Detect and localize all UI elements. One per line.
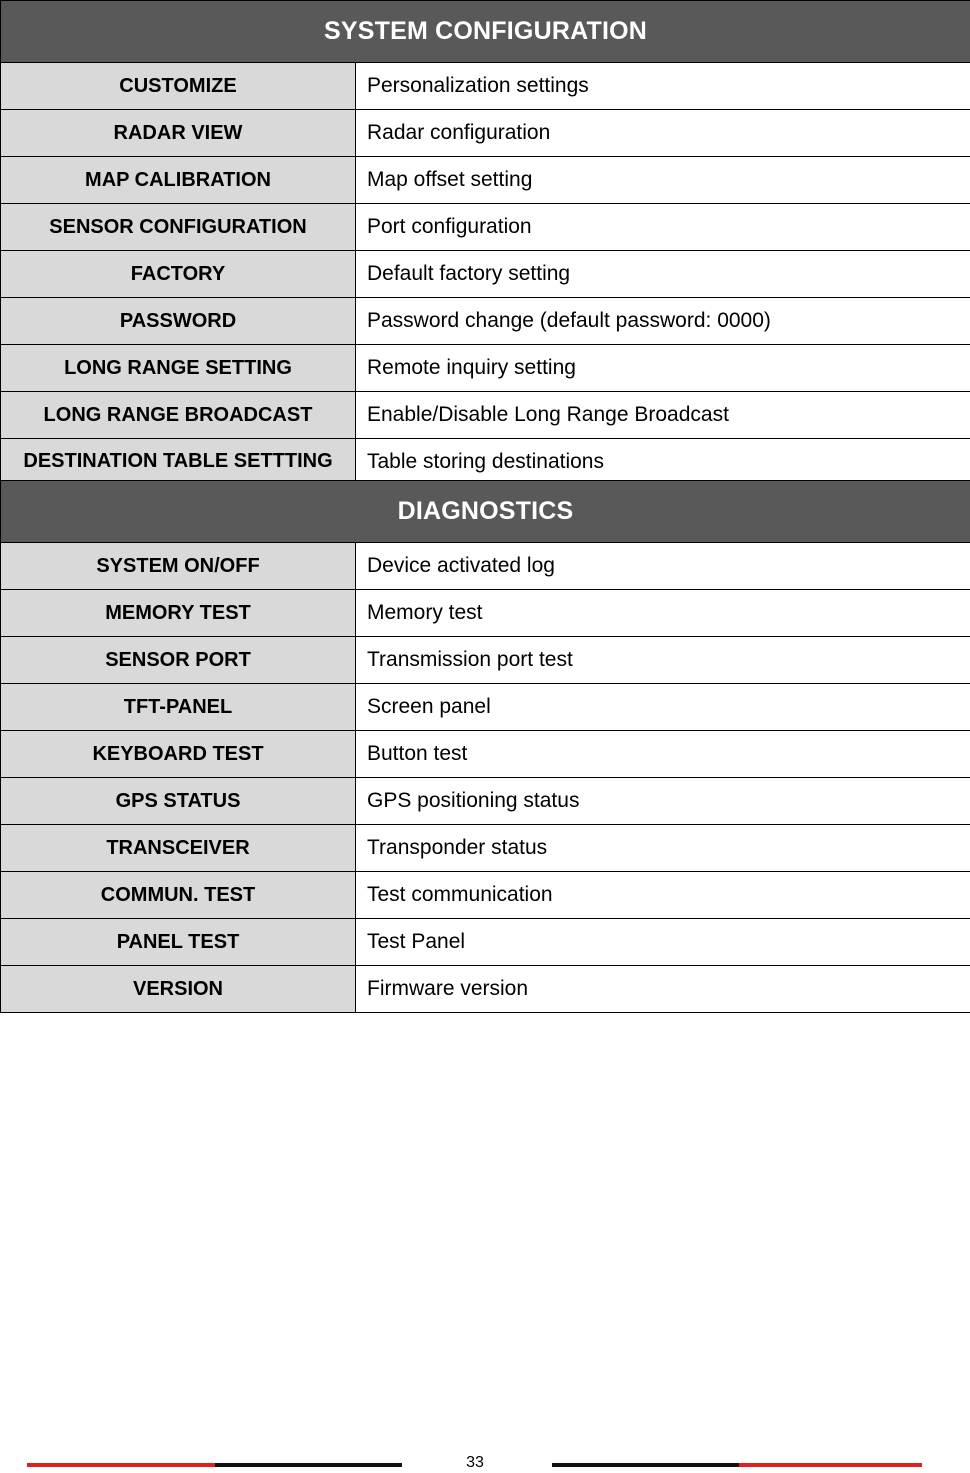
page-footer [0, 1453, 970, 1473]
menu-item-name: PANEL TEST [1, 919, 356, 966]
diagnostics-table [0, 480, 970, 1013]
menu-item-description: Default factory setting [356, 251, 970, 298]
table-row [1, 872, 970, 919]
menu-item-name: RADAR VIEW [1, 110, 356, 157]
table-row [1, 637, 970, 684]
menu-item-description: Button test [356, 731, 970, 778]
menu-item-name: CUSTOMIZE [1, 63, 356, 110]
table-row [1, 110, 970, 157]
table-row [1, 298, 970, 345]
footer-rule-black-right [552, 1463, 739, 1467]
table-row [1, 778, 970, 825]
table-row [1, 63, 970, 110]
table-row [1, 966, 970, 1013]
table-row [1, 684, 970, 731]
menu-item-description: Enable/Disable Long Range Broadcast [356, 392, 970, 439]
section-header-row [1, 1, 970, 63]
menu-item-name: SENSOR CONFIGURATION [1, 204, 356, 251]
menu-item-description: Port configuration [356, 204, 970, 251]
menu-item-name: SENSOR PORT [1, 637, 356, 684]
table-row [1, 731, 970, 778]
menu-item-description: Test communication [356, 872, 970, 919]
table-row [1, 251, 970, 298]
table-row [1, 919, 970, 966]
table-row [1, 590, 970, 637]
menu-item-description: Radar configuration [356, 110, 970, 157]
menu-item-name: LONG RANGE BROADCAST [1, 392, 356, 439]
table-row [1, 392, 970, 439]
menu-item-name: COMMUN. TEST [1, 872, 356, 919]
menu-item-description: GPS positioning status [356, 778, 970, 825]
menu-item-name: GPS STATUS [1, 778, 356, 825]
menu-item-description: Password change (default password: 0000) [356, 298, 970, 345]
table-row [1, 825, 970, 872]
menu-item-name: MEMORY TEST [1, 590, 356, 637]
table-row [1, 157, 970, 204]
menu-item-name: FACTORY [1, 251, 356, 298]
section-title-system-configuration: SYSTEM CONFIGURATION [1, 1, 970, 63]
menu-item-name: KEYBOARD TEST [1, 731, 356, 778]
table-row [1, 204, 970, 251]
menu-item-name: LONG RANGE SETTING [1, 345, 356, 392]
table-row [1, 543, 970, 590]
menu-item-description: Test Panel [356, 919, 970, 966]
system-configuration-table [0, 0, 970, 485]
menu-item-name: PASSWORD [1, 298, 356, 345]
menu-item-description: Map offset setting [356, 157, 970, 204]
menu-item-name: TFT-PANEL [1, 684, 356, 731]
menu-item-name: SYSTEM ON/OFF [1, 543, 356, 590]
section-title-diagnostics: DIAGNOSTICS [1, 481, 970, 543]
menu-item-description: Firmware version [356, 966, 970, 1013]
menu-item-description: Transmission port test [356, 637, 970, 684]
menu-item-name: MAP CALIBRATION [1, 157, 356, 204]
menu-item-description: Table storing destinations [356, 439, 970, 485]
section-header-row [1, 481, 970, 543]
menu-item-description: Remote inquiry setting [356, 345, 970, 392]
menu-item-description: Personalization settings [356, 63, 970, 110]
page-number: 33 [445, 1453, 505, 1473]
menu-item-name: DESTINATION TABLE SETTTING [1, 439, 356, 485]
menu-item-description: Device activated log [356, 543, 970, 590]
menu-item-name: VERSION [1, 966, 356, 1013]
menu-item-description: Screen panel [356, 684, 970, 731]
footer-rule-black-left [215, 1463, 402, 1467]
menu-item-description: Transponder status [356, 825, 970, 872]
table-row [1, 439, 970, 485]
menu-item-description: Memory test [356, 590, 970, 637]
footer-rule-red-right [739, 1463, 922, 1467]
menu-item-name: TRANSCEIVER [1, 825, 356, 872]
table-row [1, 345, 970, 392]
footer-rule-red-left [27, 1463, 215, 1467]
